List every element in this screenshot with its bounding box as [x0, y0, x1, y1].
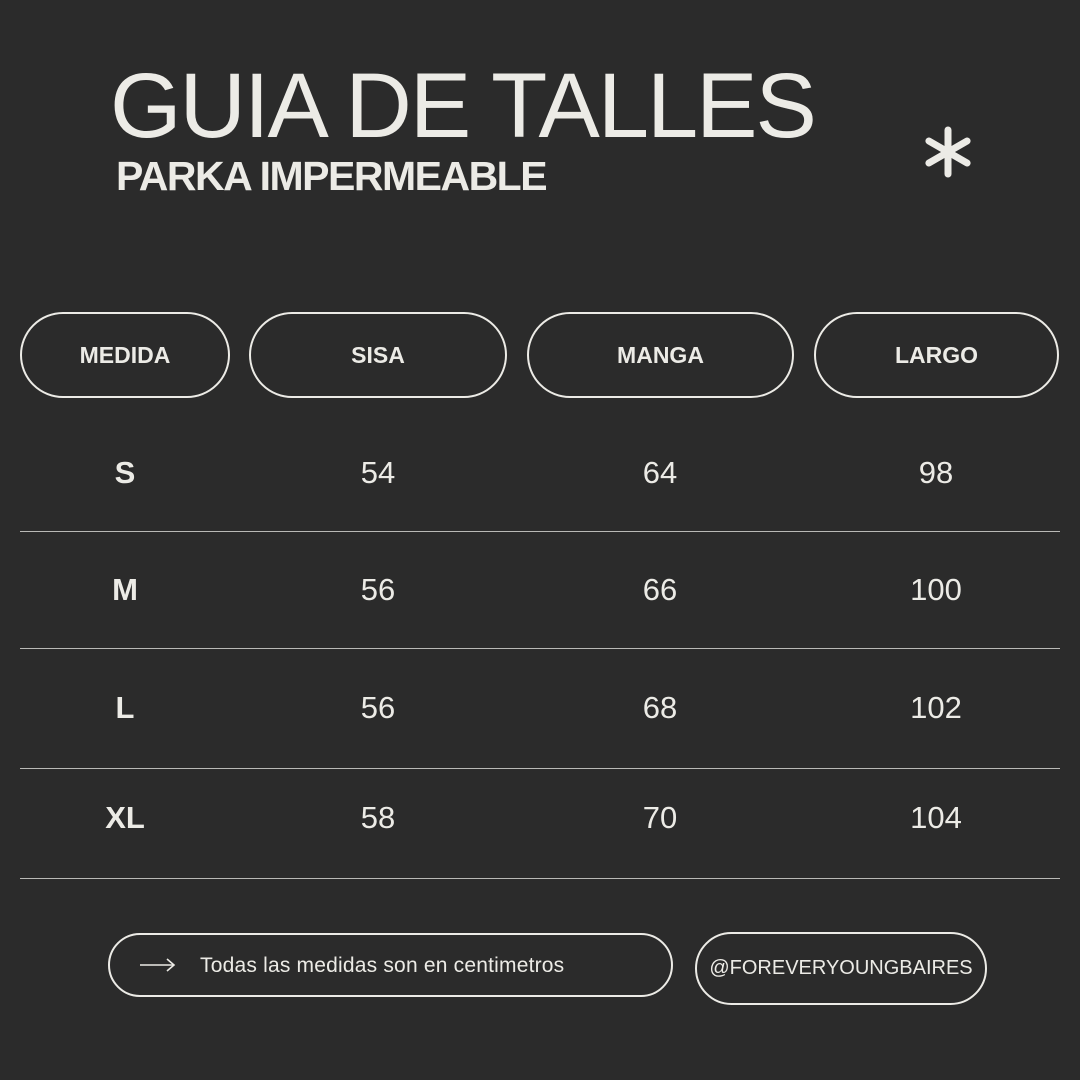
sisa-cell: 56	[360, 572, 396, 607]
manga-cell: 64	[642, 455, 678, 490]
size-cell: XL	[105, 800, 145, 835]
sisa-cell: 56	[360, 690, 396, 725]
units-note	[108, 933, 673, 997]
row-divider	[20, 648, 1060, 649]
page-subtitle: PARKA IMPERMEABLE	[116, 153, 547, 199]
size-cell: M	[112, 572, 138, 607]
row-divider	[20, 878, 1060, 879]
row-divider	[20, 531, 1060, 532]
largo-cell: 102	[910, 690, 962, 725]
largo-cell: 104	[910, 800, 962, 835]
social-handle-text: @FOREVERYOUNGBAIRES	[709, 957, 973, 979]
column-header-manga	[527, 312, 794, 398]
size-cell: L	[115, 690, 135, 725]
column-header-label: MANGA	[617, 341, 704, 368]
column-header-label: MEDIDA	[79, 341, 171, 368]
column-header-label: LARGO	[894, 341, 979, 368]
column-header-sisa	[249, 312, 507, 398]
sisa-cell: 58	[360, 800, 396, 835]
units-note-text: Todas las medidas son en centimetros	[200, 954, 565, 977]
column-header-largo	[814, 312, 1059, 398]
page-title: GUIA DE TALLES	[110, 55, 815, 157]
social-handle	[695, 932, 987, 1005]
size-cell: S	[114, 455, 136, 490]
sisa-cell: 54	[360, 455, 396, 490]
column-header-label: SISA	[351, 341, 405, 368]
column-header-medida	[20, 312, 230, 398]
asterisk-icon	[918, 122, 978, 182]
manga-cell: 66	[642, 572, 678, 607]
manga-cell: 68	[642, 690, 678, 725]
row-divider	[20, 768, 1060, 769]
manga-cell: 70	[642, 800, 678, 835]
largo-cell: 100	[910, 572, 962, 607]
arrow-right-icon	[138, 955, 178, 975]
largo-cell: 98	[918, 455, 954, 490]
